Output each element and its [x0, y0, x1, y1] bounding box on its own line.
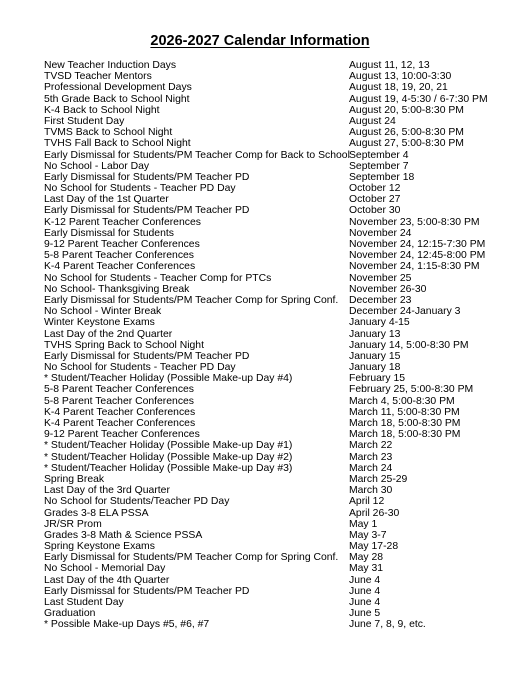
calendar-row: [44, 597, 504, 608]
calendar-row: [44, 418, 504, 429]
calendar-row: [44, 194, 504, 205]
event-date: October 30: [349, 205, 401, 217]
event-date: August 20, 5:00-8:30 PM: [349, 104, 464, 116]
calendar-row: [44, 250, 504, 261]
calendar-row: [44, 384, 504, 395]
calendar-row: [44, 440, 504, 451]
event-date: April 12: [349, 496, 385, 508]
event-name: Last Student Day: [44, 597, 124, 608]
event-name: 5th Grade Back to School Night: [44, 93, 190, 105]
event-name: Early Dismissal for Students/PM Teacher PD: [44, 205, 250, 217]
calendar-row: [44, 183, 504, 194]
event-date: May 1: [349, 518, 378, 530]
event-name: TVHS Fall Back to School Night: [44, 138, 191, 150]
event-date: August 24: [349, 115, 396, 127]
calendar-row: [44, 351, 504, 362]
calendar-row: [44, 474, 504, 485]
calendar-row: [44, 608, 504, 619]
calendar-row: [44, 552, 504, 563]
event-date: March 18, 5:00-8:30 PM: [349, 418, 461, 429]
event-date: November 24: [349, 227, 412, 239]
event-name: No School - Labor Day: [44, 160, 150, 172]
event-name: First Student Day: [44, 115, 125, 127]
event-date: August 26, 5:00-8:30 PM: [349, 127, 464, 139]
calendar-row: [44, 161, 504, 172]
event-name: Early Dismissal for Students/PM Teacher PD: [44, 171, 250, 183]
event-date: November 23, 5:00-8:30 PM: [349, 216, 480, 228]
event-name: 9-12 Parent Teacher Conferences: [44, 429, 200, 441]
calendar-row: [44, 452, 504, 463]
event-name: No School- Thanksgiving Break: [44, 283, 190, 295]
calendar-list: [44, 60, 504, 631]
event-date: December 23: [349, 294, 412, 306]
event-name: JR/SR Prom: [44, 518, 102, 530]
event-name: Last Day of the 3rd Quarter: [44, 485, 170, 497]
event-name: K-12 Parent Teacher Conferences: [44, 216, 201, 228]
event-name: * Student/Teacher Holiday (Possible Make-up Day #1): [44, 440, 293, 452]
calendar-row: [44, 362, 504, 373]
event-date: August 13, 10:00-3:30: [349, 71, 452, 83]
calendar-row: [44, 295, 504, 306]
calendar-row: [44, 306, 504, 317]
calendar-row: [44, 619, 504, 630]
calendar-row: [44, 508, 504, 519]
event-date: March 30: [349, 485, 393, 497]
calendar-row: [44, 485, 504, 496]
event-name: K-4 Parent Teacher Conferences: [44, 406, 196, 418]
event-name: No School for Students - Teacher PD Day: [44, 362, 236, 374]
calendar-row: [44, 239, 504, 250]
event-date: August 27, 5:00-8:30 PM: [349, 138, 464, 150]
event-date: August 18, 19, 20, 21: [349, 82, 448, 94]
calendar-row: [44, 329, 504, 340]
event-date: March 24: [349, 462, 393, 474]
event-name: 9-12 Parent Teacher Conferences: [44, 239, 200, 250]
calendar-row: [44, 429, 504, 440]
event-date: January 13: [349, 328, 401, 340]
event-date: November 24, 1:15-8:30 PM: [349, 261, 480, 273]
event-date: September 4: [349, 149, 409, 161]
event-name: K-4 Back to School Night: [44, 104, 160, 116]
calendar-row: [44, 127, 504, 138]
event-date: June 4: [349, 585, 381, 597]
calendar-row: [44, 463, 504, 474]
event-name: K-4 Parent Teacher Conferences: [44, 418, 196, 429]
event-name: Spring Keystone Exams: [44, 541, 155, 553]
event-date: September 18: [349, 171, 415, 183]
event-name: Spring Break: [44, 473, 105, 485]
event-date: December 24-January 3: [349, 306, 461, 318]
event-date: June 7, 8, 9, etc.: [349, 619, 426, 631]
event-date: September 7: [349, 160, 409, 172]
event-name: Early Dismissal for Students/PM Teacher Comp for Spring Conf.: [44, 552, 339, 564]
calendar-row: [44, 217, 504, 228]
event-date: November 24, 12:15-7:30 PM: [349, 239, 486, 250]
event-date: April 26-30: [349, 507, 400, 519]
calendar-row: [44, 317, 504, 328]
event-name: 5-8 Parent Teacher Conferences: [44, 395, 194, 407]
calendar-row: [44, 563, 504, 574]
event-name: New Teacher Induction Days: [44, 60, 177, 71]
calendar-row: [44, 205, 504, 216]
event-date: March 18, 5:00-8:30 PM: [349, 429, 461, 441]
event-name: Grades 3-8 ELA PSSA: [44, 507, 149, 519]
calendar-row: [44, 396, 504, 407]
event-name: * Student/Teacher Holiday (Possible Make-up Day #3): [44, 462, 293, 474]
event-date: May 31: [349, 563, 384, 575]
calendar-row: [44, 105, 504, 116]
event-name: Last Day of the 1st Quarter: [44, 194, 169, 206]
event-date: March 23: [349, 451, 393, 463]
event-date: March 4, 5:00-8:30 PM: [349, 395, 455, 407]
calendar-row: [44, 373, 504, 384]
event-date: March 25-29: [349, 473, 408, 485]
event-name: No School - Memorial Day: [44, 563, 166, 575]
event-name: * Student/Teacher Holiday (Possible Make-up Day #2): [44, 451, 293, 463]
event-date: August 19, 4-5:30 / 6-7:30 PM: [349, 93, 488, 105]
calendar-row: [44, 519, 504, 530]
event-name: 5-8 Parent Teacher Conferences: [44, 384, 194, 396]
calendar-row: [44, 541, 504, 552]
event-name: No School for Students - Teacher Comp for PTCs: [44, 272, 272, 284]
page-title: [0, 33, 520, 50]
event-name: Graduation: [44, 608, 96, 620]
event-name: TVHS Spring Back to School Night: [44, 339, 204, 351]
event-name: Early Dismissal for Students/PM Teacher PD: [44, 585, 250, 597]
event-date: November 24, 12:45-8:00 PM: [349, 250, 486, 262]
event-date: February 25, 5:00-8:30 PM: [349, 384, 474, 396]
calendar-row: [44, 340, 504, 351]
calendar-row: [44, 284, 504, 295]
event-date: March 11, 5:00-8:30 PM: [349, 406, 460, 418]
event-name: Grades 3-8 Math & Science PSSA: [44, 529, 203, 541]
calendar-row: [44, 575, 504, 586]
page-title-text: 2026-2027 Calendar Information: [150, 33, 370, 49]
event-date: October 12: [349, 183, 401, 195]
event-name: Early Dismissal for Students/PM Teacher PD: [44, 350, 250, 362]
event-name: Early Dismissal for Students/PM Teacher Comp for Spring Conf.: [44, 294, 339, 306]
event-date: January 18: [349, 362, 401, 374]
event-date: January 15: [349, 350, 401, 362]
event-date: November 26-30: [349, 283, 427, 295]
event-name: Early Dismissal for Students/PM Teacher Comp for Back to School: [44, 149, 350, 161]
event-date: January 14, 5:00-8:30 PM: [349, 339, 469, 351]
event-date: May 3-7: [349, 529, 387, 541]
calendar-row: [44, 82, 504, 93]
event-name: * Possible Make-up Days #5, #6, #7: [44, 619, 210, 631]
event-name: K-4 Parent Teacher Conferences: [44, 261, 196, 273]
calendar-row: [44, 407, 504, 418]
calendar-row: [44, 150, 504, 161]
calendar-row: [44, 273, 504, 284]
event-date: May 17-28: [349, 541, 399, 553]
event-date: June 4: [349, 597, 381, 608]
calendar-row: [44, 116, 504, 127]
event-date: October 27: [349, 194, 401, 206]
event-name: TVMS Back to School Night: [44, 127, 173, 139]
calendar-row: [44, 586, 504, 597]
calendar-row: [44, 71, 504, 82]
event-date: June 4: [349, 574, 381, 586]
event-name: TVSD Teacher Mentors: [44, 71, 152, 83]
event-name: Last Day of the 4th Quarter: [44, 574, 170, 586]
event-name: * Student/Teacher Holiday (Possible Make-up Day #4): [44, 373, 293, 385]
calendar-row: [44, 60, 504, 71]
event-name: No School for Students/Teacher PD Day: [44, 496, 230, 508]
calendar-row: [44, 94, 504, 105]
calendar-row: [44, 172, 504, 183]
calendar-row: [44, 530, 504, 541]
event-name: 5-8 Parent Teacher Conferences: [44, 250, 194, 262]
event-date: February 15: [349, 373, 406, 385]
calendar-row: [44, 496, 504, 507]
calendar-row: [44, 261, 504, 272]
event-name: No School - Winter Break: [44, 306, 162, 318]
event-name: Professional Development Days: [44, 82, 192, 94]
event-name: Early Dismissal for Students: [44, 227, 174, 239]
event-name: Winter Keystone Exams: [44, 317, 155, 329]
event-date: March 22: [349, 440, 393, 452]
event-name: Last Day of the 2nd Quarter: [44, 328, 173, 340]
event-date: May 28: [349, 552, 384, 564]
event-date: November 25: [349, 272, 412, 284]
event-date: August 11, 12, 13: [349, 60, 430, 71]
calendar-row: [44, 138, 504, 149]
event-date: June 5: [349, 608, 381, 620]
event-date: January 4-15: [349, 317, 410, 329]
event-name: No School for Students - Teacher PD Day: [44, 183, 236, 195]
calendar-row: [44, 228, 504, 239]
